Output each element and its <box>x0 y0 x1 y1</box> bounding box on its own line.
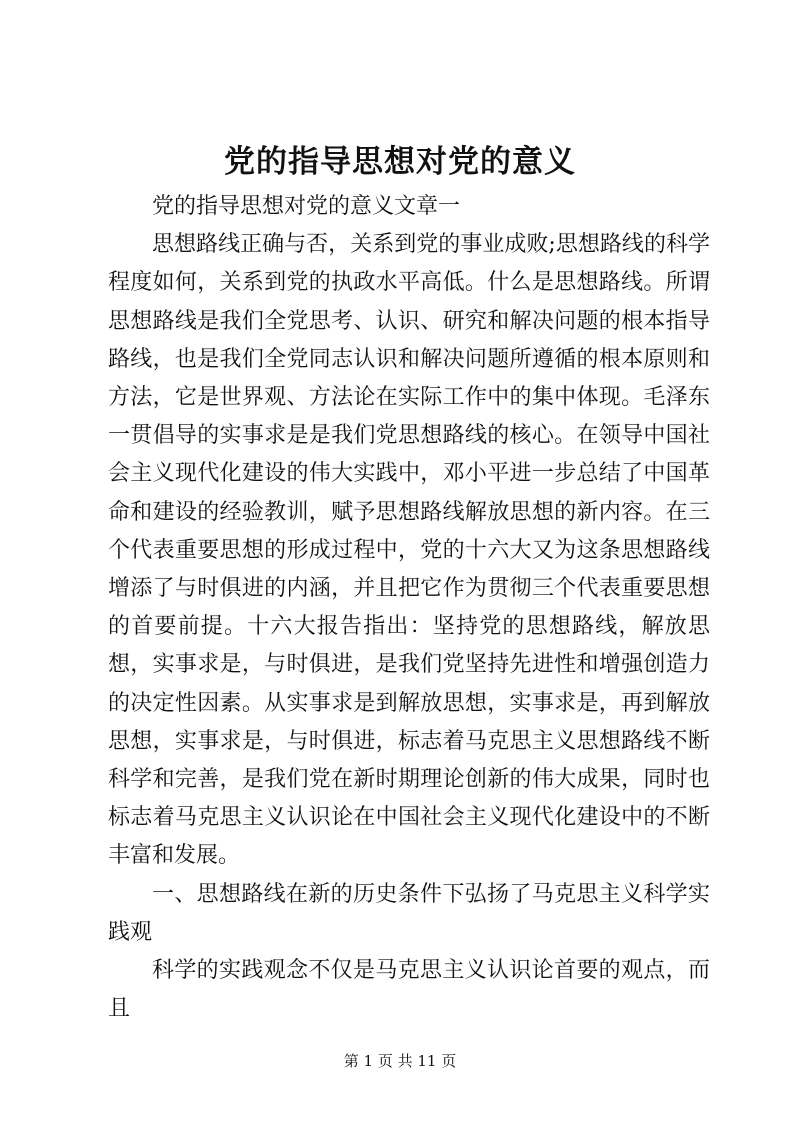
page-footer: 第 1 页 共 11 页 <box>343 1052 457 1070</box>
section-heading-1: 一、思想路线在新的历史条件下弘扬了马克思主义科学实践观 <box>108 881 710 945</box>
document-title: 党的指导思想对党的意义 <box>224 144 576 180</box>
document-subtitle: 党的指导思想对党的意义文章一 <box>152 194 461 219</box>
paragraph-1: 思想路线正确与否，关系到党的事业成败;思想路线的科学程度如何，关系到党的执政水平高低。什么是思想路线。所谓思想路线是我们全党思考、认识、研究和解决问题的根本指导路线，也是我们全党同志认识和解决问题所遵循的根本原则和方法，它是世界观、方法论在实际工作中的集中体现。毛泽东一贯倡导的实事求是是我们党思想路线的核心。在领导中国社会主义现代化建设的伟大实践中，邓小平进一步总结了中国革命和建设的经验教训，赋予思想路线解放思想的新内容。在三个代表重要思想的形成过程中，党的十六大又为这条思想路线增添了与时俱进的内涵，并且把它作为贯彻三个代表重要思想的首要前提。十六大报告指出：坚持党的思想路线，解放思想，实事求是，与时俱进，是我们党坚持先进性和增强创造力的决定性因素。从实事求是到解放思想，实事求是，再到解放思想，实事求是，与时俱进，标志着马克思主义思想路线不断科学和完善，是我们党在新时期理论创新的伟大成果，同时也标志着马克思主义认识论在中国社会主义现代化建设中的不断丰富和发展。 <box>108 232 710 869</box>
document-body <box>108 188 710 1028</box>
paragraph-2: 科学的实践观念不仅是马克思主义认识论首要的观点，而且 <box>108 958 710 1022</box>
